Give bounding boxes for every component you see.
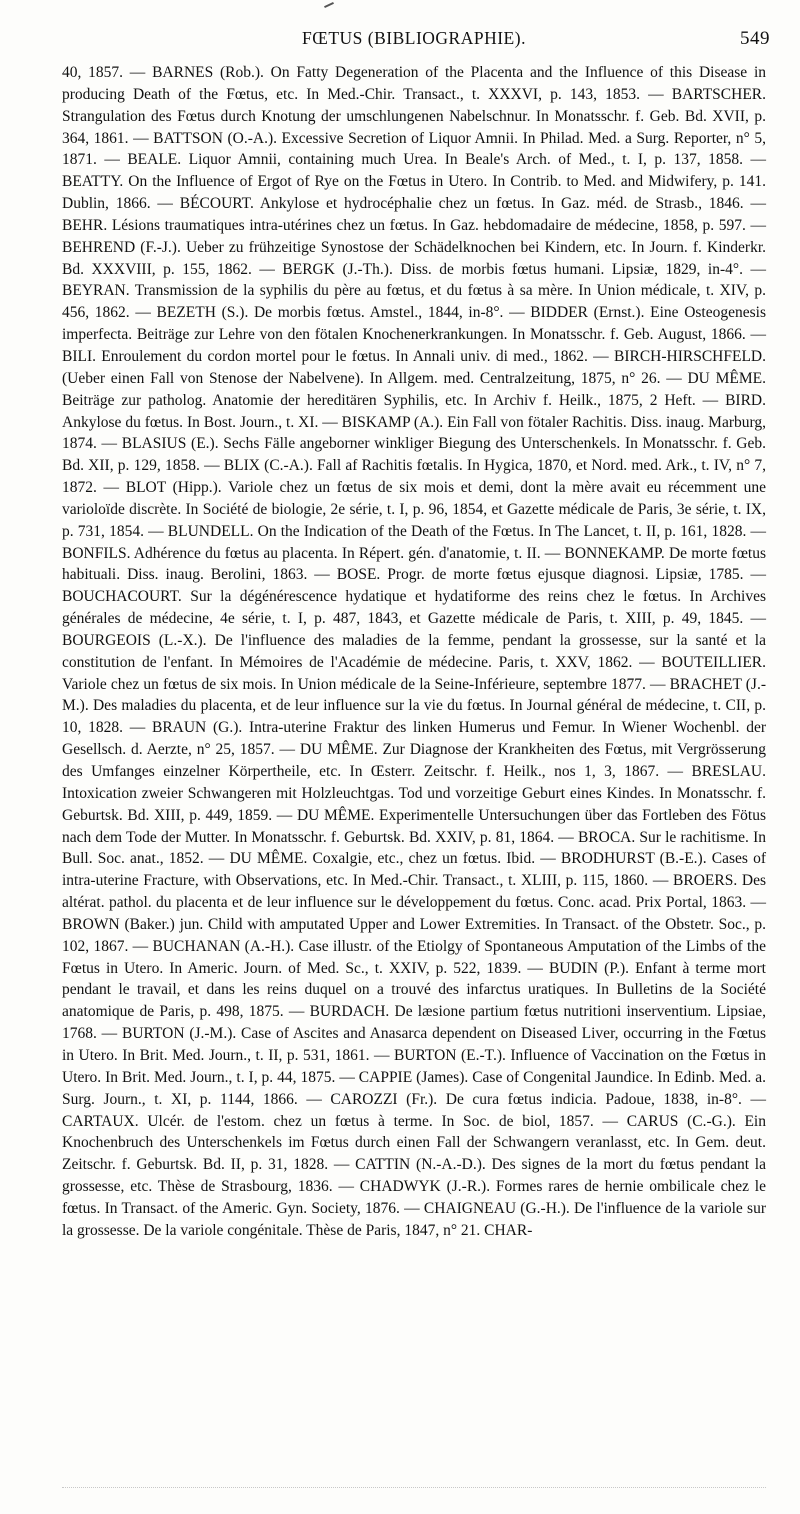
running-head — [58, 28, 770, 58]
bleed-through-line — [62, 1487, 766, 1489]
running-head-title: FŒTUS (BIBLIOGRAPHIE). — [302, 28, 526, 48]
bibliography-text: 40, 1857. — BARNES (Rob.). On Fatty Degeneration of the Placenta and the Influence of this Disease in producing Death of the Fœtus, etc. In Med.-Chir. Transact., t. XXXVI, p. 143, 1853. — BARTSCHER. Strangulation des Fœtus durch Knotung der umschlungenen Nabelschnur. In Monatsschr. f. Geb. Bd. XVII, p. 364, 1861. — BATTSON (O.-A.). Excessive Secretion of Liquor Amnii. In Philad. Med. a Surg. Reporter, n° 5, 1871. — BEALE. Liquor Amnii, containing much Urea. In Beale's Arch. of Med., t. I, p. 137, 1858. — BEATTY. On the Influence of Ergot of Rye on the Fœtus in Utero. In Contrib. to Med. and Midwifery, p. 141. Dublin, 1866. — BÉCOURT. Ankylose et hydrocéphalie chez un fœtus. In Gaz. méd. de Strasb., 1846. — BEHR. Lésions traumatiques intra-utérines chez un fœtus. In Gaz. hebdomadaire de médecine, 1858, p. 597. — BEHREND (F.-J.). Ueber zu frühzeitige Synostose der Schädelknochen bei Kindern, etc. In Journ. f. Kinderkr. Bd. XXXVIII, p. 155, 1862. — BERGK (J.-Th.). Diss. de morbis fœtus humani. Lipsiæ, 1829, in-4°. — BEYRAN. Transmission de la syphilis du père au fœtus, et du fœtus à sa mère. In Union médicale, t. XIV, p. 456, 1862. — BEZETH (S.). De morbis fœtus. Amstel., 1844, in-8°. — BIDDER (Ernst.). Eine Osteogenesis imperfecta. Beiträge zur Lehre von den fötalen Knochenerkrankungen. In Monatsschr. f. Geb. August, 1866. — BILI. Enroulement du cordon mortel pour le fœtus. In Annali univ. di med., 1862. — BIRCH-HIRSCHFELD. (Ueber einen Fall von Stenose der Nabelvene). In Allgem. med. Centralzeitung, 1875, n° 26. — DU MÊME. Beiträge zur patholog. Anatomie der hereditären Syphilis, etc. In Archiv f. Heilk., 1875, 2 Heft. — BIRD. Ankylose du fœtus. In Bost. Journ., t. XI. — BISKAMP (A.). Ein Fall von fötaler Rachitis. Diss. inaug. Marburg, 1874. — BLASIUS (E.). Sechs Fälle angeborner winkliger Biegung des Unterschenkels. In Monatsschr. f. Geb. Bd. XII, p. 129, 1858. — BLIX (C.-A.). Fall af Rachitis fœtalis. In Hygica, 1870, et Nord. med. Ark., t. IV, n° 7, 1872. — BLOT (Hipp.). Variole chez un fœtus de six mois et demi, dont la mère avait eu récemment une varioloïde discrète. In Société de biologie, 2e série, t. I, p. 96, 1854, et Gazette médicale de Paris, 3e série, t. IX, p. 731, 1854. — BLUNDELL. On the Indication of the Death of the Fœtus. In The Lancet, t. II, p. 161, 1828. — BONFILS. Adhérence du fœtus au placenta. In Répert. gén. d'anatomie, t. II. — BONNEKAMP. De morte fœtus habituali. Diss. inaug. Berolini, 1863. — BOSE. Progr. de morte fœtus ejusque diagnosi. Lipsiæ, 1785. — BOUCHACOURT. Sur la dégénérescence hydatique et hydatiforme des reins chez le fœtus. In Archives générales de médecine, 4e série, t. I, p. 487, 1843, et Gazette médicale de Paris, t. XIII, p. 49, 1845. — BOURGEOIS (L.-X.). De l'influence des maladies de la femme, pendant la grossesse, sur la santé et la constitution de l'enfant. In Mémoires de l'Académie de médecine. Paris, t. XXV, 1862. — BOUTEILLIER. Variole chez un fœtus de six mois. In Union médicale de la Seine-Inférieure, septembre 1877. — BRACHET (J.-M.). Des maladies du placenta, et de leur influence sur la vie du fœtus. In Journal général de médecine, t. CII, p. 10, 1828. — BRAUN (G.). Intra-uterine Fraktur des linken Humerus und Femur. In Wiener Wochenbl. der Gesellsch. d. Aerzte, n° 25, 1857. — DU MÊME. Zur Diagnose der Krankheiten des Fœtus, mit Vergrösserung des Umfanges einzelner Körpertheile, etc. In Œsterr. Zeitschr. f. Heilk., nos 1, 3, 1867. — BRESLAU. Intoxication zweier Schwangeren mit Holzleuchtgas. Tod und vorzeitige Geburt eines Kindes. In Monatsschr. f. Geburtsk. Bd. XIII, p. 449, 1859. — DU MÊME. Experimentelle Untersuchungen über das Fortleben des Fötus nach dem Tode der Mutter. In Monatsschr. f. Geburtsk. Bd. XXIV, p. 81, 1864. — BROCA. Sur le rachitisme. In Bull. Soc. anat., 1852. — DU MÊME. Coxalgie, etc., chez un fœtus. Ibid. — BRODHURST (B.-E.). Cases of intra-uterine Fracture, with Observations, etc. In Med.-Chir. Transact., t. XLIII, p. 115, 1860. — BROERS. Des altérat. pathol. du placenta et de leur influence sur le développement du fœtus. Conc. acad. Prix Portal, 1863. — BROWN (Baker.) jun. Child with amputated Upper and Lower Extremities. In Transact. of the Obstetr. Soc., p. 102, 1867. — BUCHANAN (A.-H.). Case illustr. of the Etiolgy of Spontaneous Amputation of the Limbs of the Fœtus in Utero. In Americ. Journ. of Med. Sc., t. XXIV, p. 522, 1839. — BUDIN (P.). Enfant à terme mort pendant le travail, et dans les reins duquel on a trouvé des infarctus uratiques. In Bulletins de la Société anatomique de Paris, p. 498, 1875. — BURDACH. De læsione partium fœtus nutritioni inserventium. Lipsiae, 1768. — BURTON (J.-M.). Case of Ascites and Anasarca dependent on Diseased Liver, occurring in the Fœtus in Utero. In Brit. Med. Journ., t. II, p. 531, 1861. — BURTON (E.-T.). Influence of Vaccination on the Fœtus in Utero. In Brit. Med. Journ., t. I, p. 44, 1875. — CAPPIE (James). Case of Congenital Jaundice. In Edinb. Med. a. Surg. Journ., t. XI, p. 1144, 1866. — CAROZZI (Fr.). De cura fœtus indicia. Padoue, 1838, in-8°. — CARTAUX. Ulcér. de l'estom. chez un fœtus à terme. In Soc. de biol, 1857. — CARUS (C.-G.). Ein Knochenbruch des Unterschenkels im Fœtus durch einen Fall der Schwangern veranlasst, etc. In Gem. deut. Zeitschr. f. Geburtsk. Bd. II, p. 31, 1828. — CATTIN (N.-A.-D.). Des signes de la mort du fœtus pendant la grossesse, etc. Thèse de Strasbourg, 1836. — CHADWYK (J.-R.). Formes rares de hernie ombilicale chez le fœtus. In Transact. of the Americ. Gyn. Society, 1876. — CHAIGNEAU (G.-H.). De l'influence de la variole sur la grossesse. De la variole congénitale. Thèse de Paris, 1847, n° 21. CHAR- — [62, 64, 766, 1239]
stray-mark — [324, 2, 334, 8]
page-number: 549 — [740, 28, 770, 49]
